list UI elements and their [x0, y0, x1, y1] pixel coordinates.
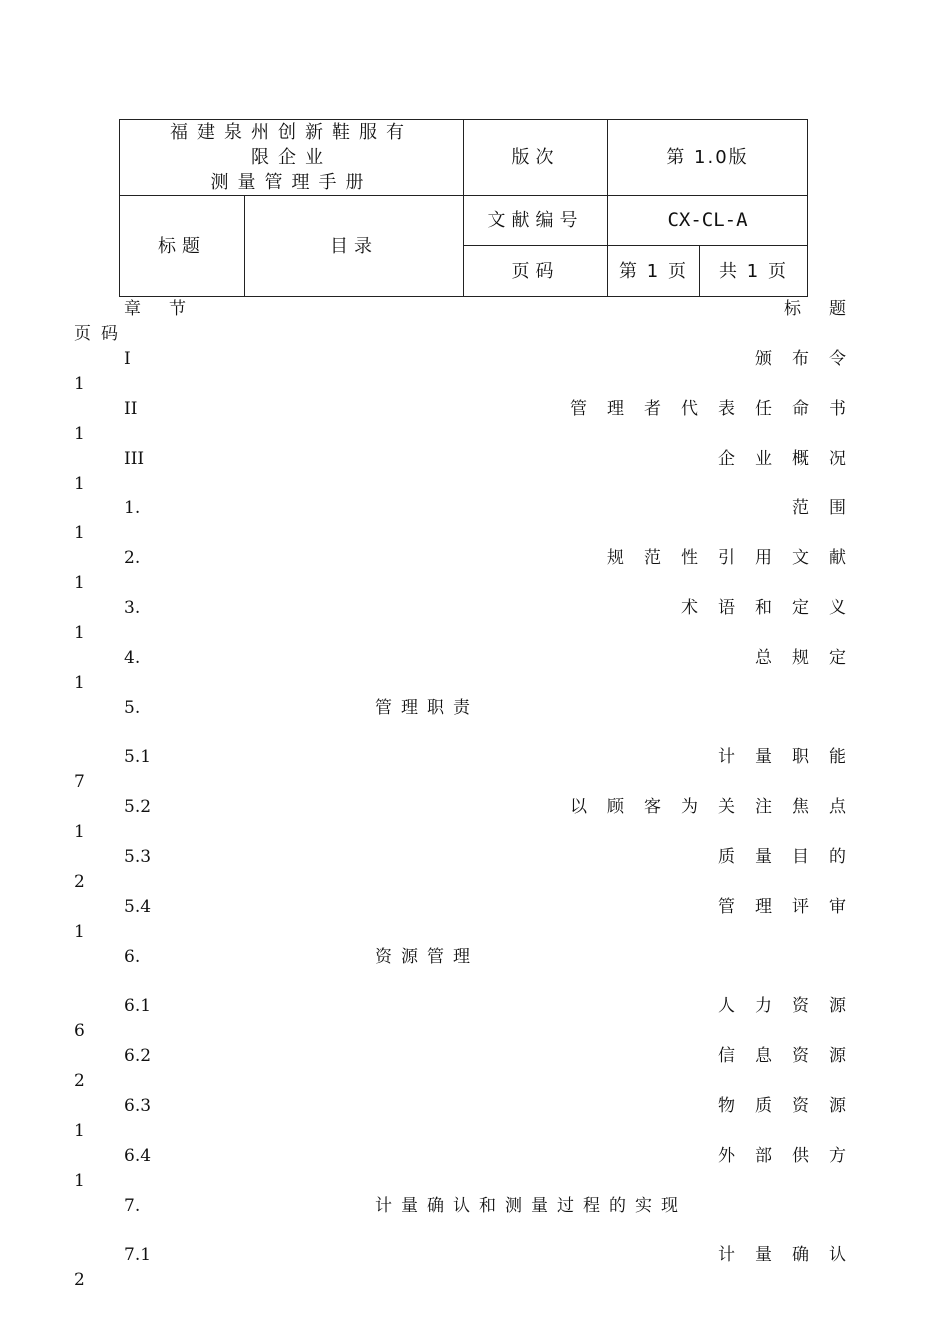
toc-page-number: 1 — [74, 921, 85, 942]
toc-number: 4. — [124, 647, 141, 668]
toc-row — [0, 1044, 950, 1094]
toc-section-row — [0, 945, 950, 995]
toc-header-row — [0, 297, 950, 347]
toc-number: 7.1 — [124, 1245, 152, 1266]
toc-section-title: 管理职责 — [375, 697, 479, 718]
toc-page-number: 2 — [74, 1270, 85, 1291]
toc-number: 6.4 — [124, 1145, 152, 1166]
toc-title: 物质资源 — [718, 1096, 866, 1116]
toc-number: 6.1 — [124, 996, 152, 1017]
toc-number: 5.2 — [124, 797, 152, 818]
toc-title: 术语和定义 — [681, 598, 866, 618]
toc-section-title: 资源管理 — [375, 946, 479, 967]
toc-title: 颁布令 — [755, 349, 866, 369]
toc-title: 计量职能 — [718, 747, 866, 768]
toc-col-page: 页码 — [74, 324, 128, 344]
toc-page-number: 1 — [74, 623, 85, 643]
toc-section-row — [0, 1194, 950, 1244]
toc-title: 质量目的 — [718, 847, 866, 867]
toc-page-number: 1 — [74, 1170, 85, 1191]
toc-page-number: 1 — [74, 374, 85, 394]
toc-number: 5.3 — [124, 847, 152, 867]
toc-title: 范围 — [792, 498, 866, 519]
toc-row — [0, 347, 950, 397]
toc-page-number: 1 — [74, 473, 85, 494]
toc-number: 6.2 — [124, 1046, 152, 1067]
toc-page-number: 1 — [74, 822, 85, 843]
toc-page-number: 6 — [74, 1021, 85, 1042]
toc-page-number: 1 — [74, 573, 85, 594]
toc-section-title: 计量确认和测量过程的实现 — [375, 1195, 687, 1216]
toc-col-title: 标题 — [784, 299, 874, 319]
edition-value: 第 1.0版 — [608, 120, 808, 196]
toc-title: 总规定 — [755, 647, 866, 668]
toc-number: 2. — [124, 548, 141, 569]
company-name-line2: 限企业 — [251, 147, 332, 168]
toc-section-row — [0, 696, 950, 746]
toc-number: 5. — [124, 697, 141, 718]
doc-number-value: CX-CL-A — [608, 196, 808, 246]
page-total: 共 1 页 — [700, 246, 808, 297]
toc-title: 外部供方 — [718, 1145, 866, 1166]
toc-row — [0, 546, 950, 596]
toc-page-number: 1 — [74, 523, 85, 544]
toc-number: 1. — [124, 498, 141, 519]
page-label: 页码 — [464, 246, 608, 297]
toc-page-number: 7 — [74, 772, 85, 793]
toc-page-number: 2 — [74, 1071, 85, 1092]
toc-title: 管理评审 — [718, 896, 866, 917]
toc-row — [0, 795, 950, 845]
toc-page-number: 1 — [74, 1121, 85, 1141]
toc-title: 规范性引用文献 — [607, 548, 866, 569]
doc-number-label: 文献编号 — [464, 196, 608, 246]
toc-number: 7. — [124, 1195, 141, 1216]
toc-row — [0, 447, 950, 497]
toc-row — [0, 397, 950, 447]
toc-title: 以顾客为关注焦点 — [570, 797, 866, 818]
toc-row — [0, 845, 950, 895]
toc-row — [0, 1243, 950, 1293]
toc-page-number: 1 — [74, 672, 85, 693]
title-label: 标题 — [120, 196, 245, 297]
toc-title: 人力资源 — [718, 996, 866, 1017]
toc-row — [0, 1144, 950, 1194]
toc-col-chapter: 章节 — [124, 299, 214, 319]
toc-number: I — [124, 349, 131, 369]
company-name-line1: 福建泉州创新鞋服有 — [170, 122, 413, 143]
manual-title: 测量管理手册 — [210, 172, 373, 193]
toc-title: 信息资源 — [718, 1046, 866, 1067]
toc-number: 6.3 — [124, 1096, 152, 1116]
toc-title: 管理者代表任命书 — [570, 398, 866, 419]
toc-number: III — [124, 448, 145, 469]
toc-page-number: 1 — [74, 423, 85, 444]
toc-row — [0, 646, 950, 696]
toc-row — [0, 1094, 950, 1144]
edition-label: 版次 — [464, 120, 608, 196]
toc-number: 3. — [124, 598, 141, 618]
title-value: 目录 — [245, 196, 464, 297]
toc-row — [0, 895, 950, 945]
toc-row — [0, 596, 950, 646]
toc-title: 企业概况 — [718, 448, 866, 469]
toc-title: 计量确认 — [718, 1245, 866, 1266]
toc-page-number: 2 — [74, 872, 85, 892]
toc-number: II — [124, 398, 138, 419]
toc-row — [0, 994, 950, 1044]
toc-number: 5.4 — [124, 896, 152, 917]
toc-number: 5.1 — [124, 747, 152, 768]
toc-row — [0, 496, 950, 546]
toc-row — [0, 745, 950, 795]
page-value: 第 1 页 — [608, 246, 700, 297]
toc-number: 6. — [124, 946, 141, 967]
